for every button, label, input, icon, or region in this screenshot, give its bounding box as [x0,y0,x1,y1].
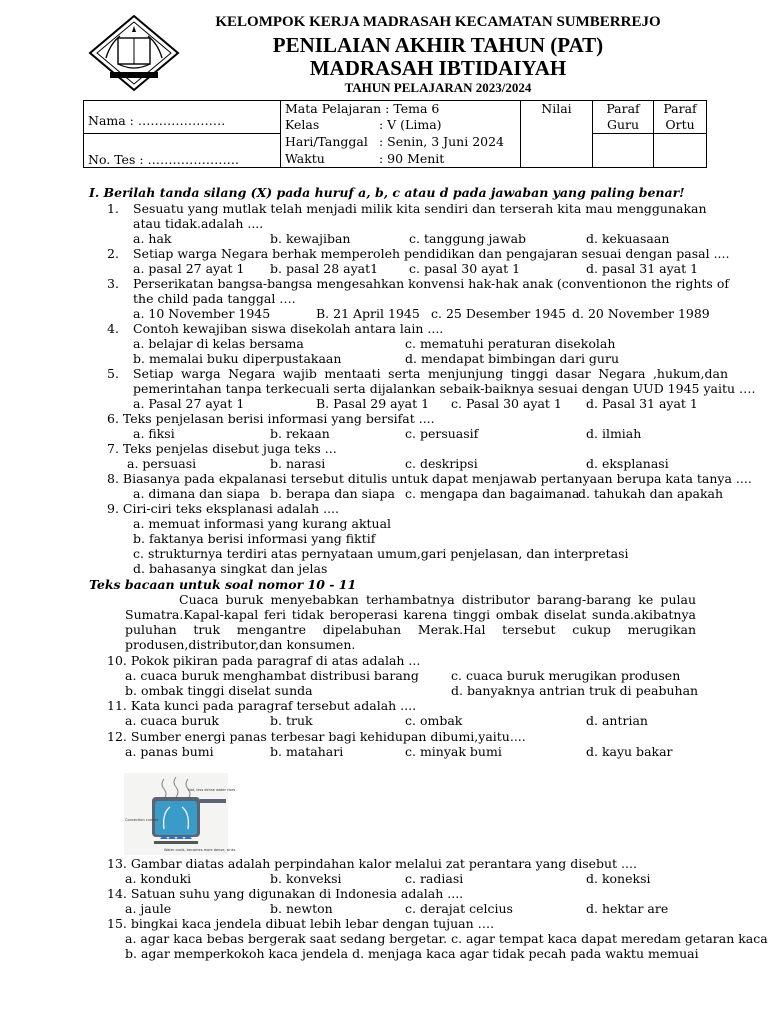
question-line: Setiap warga Negara wajib mentaati serta menjunjung tinggi dasar Negara ,hukum,dan [133,366,728,381]
question-line: 6. Teks penjelasan berisi informasi yang bersifat .... [107,411,435,426]
question-line: 9. Ciri-ciri teks eksplanasi adalah .... [107,501,339,516]
question-line: b. newton [270,901,333,916]
question-line: b. ombak tinggi diselat sunda [125,683,313,698]
header-title: PENILAIAN AKHIR TAHUN (PAT) [272,33,604,57]
question-line: c. 25 Desember 1945 [431,306,567,321]
question-line: d. kekuasaan [586,231,670,246]
question-line: d. antrian [586,713,648,728]
question-line: b. faktanya berisi informasi yang fiktif [133,531,376,546]
question-line: a. agar kaca bebas bergerak saat sedang bergetar. c. agar tempat kaca dapat meredam getaran kaca [125,931,768,946]
question-line: c. ombak [405,713,463,728]
question-line: b. kewajiban [270,231,351,246]
question-line: a. jaule [125,901,172,916]
nama-cell[interactable]: Nama : ………………… [84,101,281,134]
question-line: c. cuaca buruk merugikan produsen [451,668,681,683]
question-line: Setiap warga Negara berhak memperoleh pendidikan dan pengajaran sesuai dengan pasal .... [133,246,730,261]
question-line: c. persuasif [405,426,479,441]
no-tes-cell[interactable]: No. Tes : …………………. [84,134,281,168]
question-line: c. deskripsi [405,456,478,471]
question-line: d. kayu bakar [586,744,673,759]
question-line: b. agar memperkokoh kaca jendela d. menjaga kaca agar tidak pecah pada waktu memuai [125,946,699,961]
question-line: b. matahari [270,744,344,759]
question-line: b. truk [270,713,313,728]
convection-figure [124,773,236,855]
question-line: c. mengapa dan bagaimana [405,486,580,501]
question-line: c. strukturnya terdiri atas pernyataan umum,gari penjelasan, dan interpretasi [133,546,629,561]
question-line: a. persuasi [127,456,197,471]
question-line: 8. Biasanya pada ekpalanasi tersebut ditulis untuk dapat menjawab pertanyaan berupa kata tanya .... [107,471,752,486]
reading-label: Teks bacaan untuk soal nomor 10 - 11 [89,577,357,592]
question-line: b. konveksi [270,871,342,886]
question-line: a. dimana dan siapa [133,486,260,501]
kelas-cell: Kelas : V (Lima) [281,117,521,134]
question-line: d. koneksi [586,871,651,886]
question-line: a. konduki [125,871,192,886]
hari-cell: Hari/Tanggal : Senin, 3 Juni 2024 [281,134,521,151]
question-line: 4. [107,321,119,336]
header-subtitle: MADRASAH IBTIDAIYAH [309,56,567,80]
question-line: a. fiksi [133,426,175,441]
question-line: d. ilmiah [586,426,642,441]
nilai-header: Nilai [521,101,593,134]
question-line: 1. [107,201,119,216]
question-line: d. pasal 31 ayat 1 [586,261,699,276]
figure-label-left: Convection current [125,818,159,822]
question-line: b. memalai buku diperpustakaan [133,351,342,366]
question-line: B. Pasal 29 ayat 1 [316,396,430,411]
figure-label-top: Hot, less dense water rises [188,788,236,792]
question-line: c. mematuhi peraturan disekolah [405,336,616,351]
reading-line: puluhan truk mengantre dipelabuhan Merak.Hal tersebut cukup merugikan [125,622,696,637]
question-line: 3. [107,276,119,291]
question-line: Perserikatan bangsa-bangsa mengesahkan konvensi hak-hak anak (conventionon the rights of [133,276,729,291]
question-line: 2. [107,246,119,261]
question-line: 7. Teks penjelas disebut juga teks ... [107,441,337,456]
paraf-guru-box[interactable] [593,134,654,168]
reading-line: Cuaca buruk menyebabkan terhambatnya distributor barang-barang ke pulau [179,592,696,607]
question-line: c. derajat celcius [405,901,513,916]
question-line: d. 20 November 1989 [572,306,710,321]
question-line: d. banyaknya antrian truk di peabuhan [451,683,699,698]
question-line: b. rekaan [270,426,330,441]
question-line: B. 21 April 1945 [316,306,420,321]
question-line: a. 10 November 1945 [133,306,271,321]
question-line: c. tanggung jawab [409,231,527,246]
question-line: 10. Pokok pikiran pada paragraf di atas adalah ... [107,653,421,668]
header-org: KELOMPOK KERJA MADRASAH KECAMATAN SUMBERREJO [215,14,661,30]
question-line: atau tidak.adalah .... [133,216,264,231]
question-line: 15. bingkai kaca jendela dibuat lebih lebar dengan tujuan …. [107,916,495,931]
student-info-table [83,100,707,168]
figure-label-bottom: Water cools, becomes more dense, sinks [164,848,236,852]
logo-kementerian-agama [88,14,180,92]
question-line: a. memuat informasi yang kurang aktual [133,516,392,531]
question-line: a. cuaca buruk menghambat distribusi barang [125,668,419,683]
nilai-box[interactable] [521,134,593,168]
question-line: d. hektar are [586,901,669,916]
reading-line: Sumatra.Kapal-kapal feri tidak beroperasi karena tinggi ombak diselat sunda.akibatnya [125,607,696,622]
paraf-ortu-box[interactable] [654,134,707,168]
question-line: a. panas bumi [125,744,214,759]
mapel-cell: Mata Pelajaran : Tema 6 [281,101,521,117]
question-line: a. pasal 27 ayat 1 [133,261,245,276]
question-line: pemerintahan tanpa terkecuali serta dijalankan sebaik-baiknya sesuai dengan UUD 1945 yaitu …. [133,381,756,396]
question-line: a. belajar di kelas bersama [133,336,304,351]
question-line: 12. Sumber energi panas terbesar bagi kehidupan dibumi,yaitu.... [107,729,526,744]
question-line: Contoh kewajiban siswa disekolah antara lain .... [133,321,444,336]
question-line: d. mendapat bimbingan dari guru [405,351,620,366]
question-line: b. berapa dan siapa [270,486,395,501]
question-line: 5. [107,366,119,381]
reading-line: produsen,distributor,dan konsumen. [125,637,356,652]
waktu-cell: Waktu : 90 Menit [281,151,521,168]
paraf-guru-header: Paraf Guru [593,101,654,134]
question-line: a. hak [133,231,172,246]
question-line: b. narasi [270,456,326,471]
question-line: d. tahukah dan apakah [578,486,724,501]
question-line: c. radiasi [405,871,464,886]
question-line: 13. Gambar diatas adalah perpindahan kalor melalui zat perantara yang disebut .... [107,856,637,871]
paraf-ortu-header: Paraf Ortu [654,101,707,134]
question-line: d. Pasal 31 ayat 1 [586,396,698,411]
header-year: TAHUN PELAJARAN 2023/2024 [344,80,532,95]
reading-paragraph [125,592,696,652]
question-line: c. pasal 30 ayat 1 [409,261,521,276]
question-line: b. pasal 28 ayat1 [270,261,379,276]
question-line: c. minyak bumi [405,744,502,759]
question-line: 11. Kata kunci pada paragraf tersebut adalah .... [107,698,417,713]
question-line: a. Pasal 27 ayat 1 [133,396,245,411]
section-instruction: I. Berilah tanda silang (X) pada huruf a, b, c atau d pada jawaban yang paling benar! [89,185,685,200]
question-line: 14. Satuan suhu yang digunakan di Indonesia adalah .... [107,886,464,901]
question-line: the child pada tanggal …. [133,291,296,306]
question-line: c. Pasal 30 ayat 1 [451,396,562,411]
question-line: a. cuaca buruk [125,713,219,728]
question-line: d. eksplanasi [586,456,669,471]
question-line: d. bahasanya singkat dan jelas [133,561,328,576]
question-line: Sesuatu yang mutlak telah menjadi milik kita sendiri dan terserah kita mau menggunakan [133,201,707,216]
